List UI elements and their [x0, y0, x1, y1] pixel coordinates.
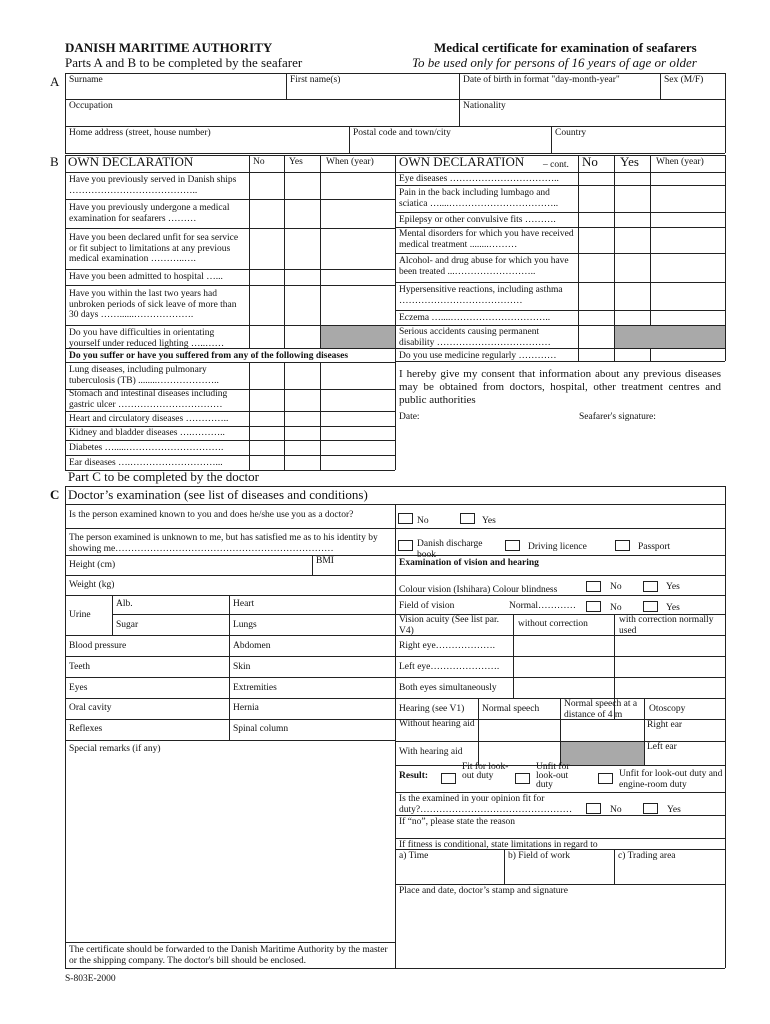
- spinal-column-label: Spinal column: [233, 724, 289, 734]
- if-conditional-label: If fitness is conditional, state limitations in regard to: [399, 840, 598, 850]
- part-b-letter: B: [50, 154, 59, 169]
- left-ear-label: Left ear: [647, 742, 677, 752]
- parts-ab-note: Parts A and B to be completed by the seafarer: [65, 55, 303, 70]
- hernia-label: Hernia: [233, 703, 259, 713]
- cont-label: – cont.: [543, 160, 569, 170]
- disease-mental: Mental disorders for which you have received medical treatment ........………: [399, 229, 574, 250]
- col-no-right: No: [582, 154, 598, 169]
- question-medicine: Do you use medicine regularly …………: [399, 351, 557, 361]
- result-label: Result:: [399, 771, 429, 781]
- home-address-label: Home address (street, house number): [69, 128, 211, 138]
- question-previous-exam: Have you previously undergone a medical examination for seafarers ………: [69, 203, 230, 224]
- col-yes-right: Yes: [620, 154, 639, 169]
- if-no-reason-label: If “no”, please state the reason: [399, 817, 516, 827]
- question-served: Have you previously served in Danish ships …………………………………..: [69, 175, 237, 196]
- form-number: S-803E-2000: [65, 974, 116, 984]
- date-label: Date:: [399, 412, 420, 422]
- without-hearing-aid-label: Without hearing aid: [399, 719, 475, 729]
- colour-blind-no-checkbox[interactable]: [586, 581, 601, 592]
- heart-label: Heart: [233, 599, 255, 609]
- otoscopy-label: Otoscopy: [649, 704, 686, 714]
- abdomen-label: Abdomen: [233, 641, 271, 651]
- driving-licence-checkbox[interactable]: [505, 540, 520, 551]
- left-eye-label: Left eye………………….: [399, 662, 500, 672]
- question-declared-unfit: Have you been declared unfit for sea service or fit subject to limitations at any previous medical examination ………..….: [69, 233, 239, 264]
- field-no-label: No: [610, 603, 622, 613]
- question-sick-leave: Have you within the last two years had unbroken periods of sick leave of more than 30 days ……......……………….: [69, 289, 237, 320]
- signature-label: Seafarer's signature:: [579, 412, 656, 422]
- dob-label: Date of birth in format "day-month-year": [463, 75, 620, 85]
- diseases-header: Do you suffer or have you suffered from any of the following diseases: [69, 351, 349, 361]
- fit-lookout-checkbox[interactable]: [441, 773, 456, 784]
- with-hearing-aid-label: With hearing aid: [399, 747, 463, 757]
- eyes-label: Eyes: [69, 683, 88, 693]
- disease-hypersensitive: Hypersensitive reactions, including asthma …………………………………: [399, 285, 563, 306]
- col-no: No: [253, 157, 265, 167]
- unfit-engine-label: Unfit for look-out duty and engine-room duty: [619, 769, 723, 790]
- first-names-label: First name(s): [290, 75, 341, 85]
- occupation-label: Occupation: [69, 101, 113, 111]
- unfit-engine-checkbox[interactable]: [598, 773, 613, 784]
- sugar-label: Sugar: [116, 620, 139, 630]
- colour-blind-yes-checkbox[interactable]: [643, 581, 658, 592]
- passport-checkbox[interactable]: [615, 540, 630, 551]
- field-of-work-label: b) Field of work: [508, 851, 571, 861]
- blood-pressure-label: Blood pressure: [69, 641, 127, 651]
- oral-cavity-label: Oral cavity: [69, 703, 112, 713]
- disease-kidney: Kidney and bladder diseases ….………..: [69, 428, 225, 438]
- fit-duty-question: Is the examined in your opinion fit for duty?…………………………………………: [399, 794, 573, 815]
- field-of-vision-label: Field of vision: [399, 601, 455, 611]
- disease-eczema: Eczema …....…………………………..: [399, 313, 551, 323]
- fit-duty-no-checkbox[interactable]: [586, 803, 601, 814]
- known-no-checkbox[interactable]: [398, 513, 413, 524]
- colour-blind-yes-label: Yes: [666, 582, 680, 592]
- consent-text: I hereby give my consent that information about any previous diseases may be obtained from doctors, hospital, other treatment centres and public authorities: [399, 368, 721, 406]
- postal-label: Postal code and town/city: [353, 128, 451, 138]
- known-no-label: No: [417, 516, 429, 526]
- hearing-label: Hearing (see V1): [399, 704, 465, 714]
- special-remarks-label: Special remarks (if any): [69, 744, 161, 754]
- own-declaration-cont-heading: OWN DECLARATION: [399, 154, 525, 169]
- teeth-label: Teeth: [69, 662, 90, 672]
- bmi-label: BMI: [316, 556, 334, 566]
- field-normal-label: Normal…………: [509, 601, 577, 611]
- exam-vision-hearing-heading: Examination of vision and hearing: [399, 558, 539, 568]
- normal-speech-4m-label: Normal speech at a distance of 4 m: [564, 699, 638, 720]
- sex-label: Sex (M/F): [664, 75, 704, 85]
- vision-acuity-label: Vision acuity (See list par. V4): [399, 615, 499, 636]
- age-note: To be used only for persons of 16 years of age or older: [412, 55, 697, 70]
- reflexes-label: Reflexes: [69, 724, 103, 734]
- lungs-label: Lungs: [233, 620, 257, 630]
- field-no-checkbox[interactable]: [586, 601, 601, 612]
- skin-label: Skin: [233, 662, 251, 672]
- alb-label: Alb.: [116, 599, 133, 609]
- form-title: Medical certificate for examination of seafarers: [434, 40, 697, 55]
- time-limit-label: a) Time: [399, 851, 429, 861]
- place-date-label: Place and date, doctor’s stamp and signature: [399, 886, 568, 896]
- passport-label: Passport: [638, 542, 671, 552]
- field-yes-label: Yes: [666, 603, 680, 613]
- with-correction-label: with correction normally used: [619, 615, 714, 636]
- disease-lung: Lung diseases, including pulmonary tuberculosis (TB) ........………………..: [69, 365, 219, 386]
- extremities-label: Extremities: [233, 683, 277, 693]
- unfit-lookout-checkbox[interactable]: [515, 773, 530, 784]
- unfit-lookout-label: Unfit for look-out duty: [536, 762, 570, 790]
- colour-vision-label: Colour vision (Ishihara) Colour blindness: [399, 585, 558, 595]
- disease-stomach: Stomach and intestinal diseases including gastric ulcer ……………………………: [69, 389, 228, 410]
- right-eye-label: Right eye……………….: [399, 641, 496, 651]
- part-c-letter: C: [50, 487, 60, 502]
- driving-licence-label: Driving licence: [528, 542, 587, 552]
- part-c-heading: Part C to be completed by the doctor: [68, 469, 259, 484]
- both-eyes-label: Both eyes simultaneously: [399, 683, 497, 693]
- disease-back-pain: Pain in the back including lumbago and sciatica …....……………………………..: [399, 188, 559, 209]
- normal-speech-label: Normal speech: [482, 704, 540, 714]
- nationality-label: Nationality: [463, 101, 506, 111]
- disease-epilepsy: Epilepsy or other convulsive fits ……….: [399, 215, 556, 225]
- question-orientation: Do you have difficulties in orientating yourself under reduced lighting …..……: [69, 328, 225, 349]
- discharge-book-checkbox[interactable]: [398, 540, 413, 551]
- known-question: Is the person examined known to you and does he/she use you as a doctor?: [69, 510, 354, 520]
- disease-serious-accidents: Serious accidents causing permanent disability ………………………………: [399, 327, 551, 348]
- fit-duty-no-label: No: [610, 805, 622, 815]
- org-name: DANISH MARITIME AUTHORITY: [65, 40, 273, 55]
- disease-alcohol-drug: Alcohol- and drug abuse for which you have been treated ...……………………..: [399, 256, 569, 277]
- colour-blind-no-label: No: [610, 582, 622, 592]
- identity-question: The person examined is unknown to me, but has satisfied me as to his identity by showing me……………………………………………………………: [69, 533, 378, 554]
- urine-label: Urine: [69, 610, 91, 620]
- field-yes-checkbox[interactable]: [643, 601, 658, 612]
- disease-diabetes: Diabetes ….....………………………….: [69, 443, 224, 453]
- known-yes-label: Yes: [482, 516, 496, 526]
- question-hospital: Have you been admitted to hospital …...: [69, 272, 223, 282]
- col-when-right: When (year): [656, 157, 704, 167]
- fit-duty-yes-checkbox[interactable]: [643, 803, 658, 814]
- fit-duty-yes-label: Yes: [667, 805, 681, 815]
- doctor-exam-title: Doctor’s examination (see list of diseases and conditions): [68, 487, 368, 502]
- col-when: When (year): [326, 157, 374, 167]
- without-correction-label: without correction: [518, 619, 588, 629]
- forward-note: The certificate should be forwarded to the Danish Maritime Authority by the master or the shipping company. The doctor's bill should be enclosed.: [69, 945, 388, 966]
- trading-area-label: c) Trading area: [618, 851, 676, 861]
- disease-heart: Heart and circulatory diseases …………..: [69, 414, 229, 424]
- own-declaration-heading: OWN DECLARATION: [68, 154, 194, 169]
- height-label: Height (cm): [69, 560, 116, 570]
- part-a-letter: A: [50, 74, 60, 89]
- fit-lookout-label: Fit for look-out duty: [462, 762, 509, 781]
- known-yes-checkbox[interactable]: [460, 513, 475, 524]
- right-ear-label: Right ear: [647, 720, 683, 730]
- col-yes: Yes: [289, 157, 303, 167]
- disease-ear: Ear diseases ….………………………...: [69, 458, 223, 468]
- discharge-book-label: Danish discharge book: [417, 539, 483, 560]
- disease-eye: Eye diseases ……………………………..: [399, 174, 559, 184]
- weight-label: Weight (kg): [69, 580, 115, 590]
- surname-label: Surname: [69, 75, 103, 85]
- country-label: Country: [555, 128, 587, 138]
